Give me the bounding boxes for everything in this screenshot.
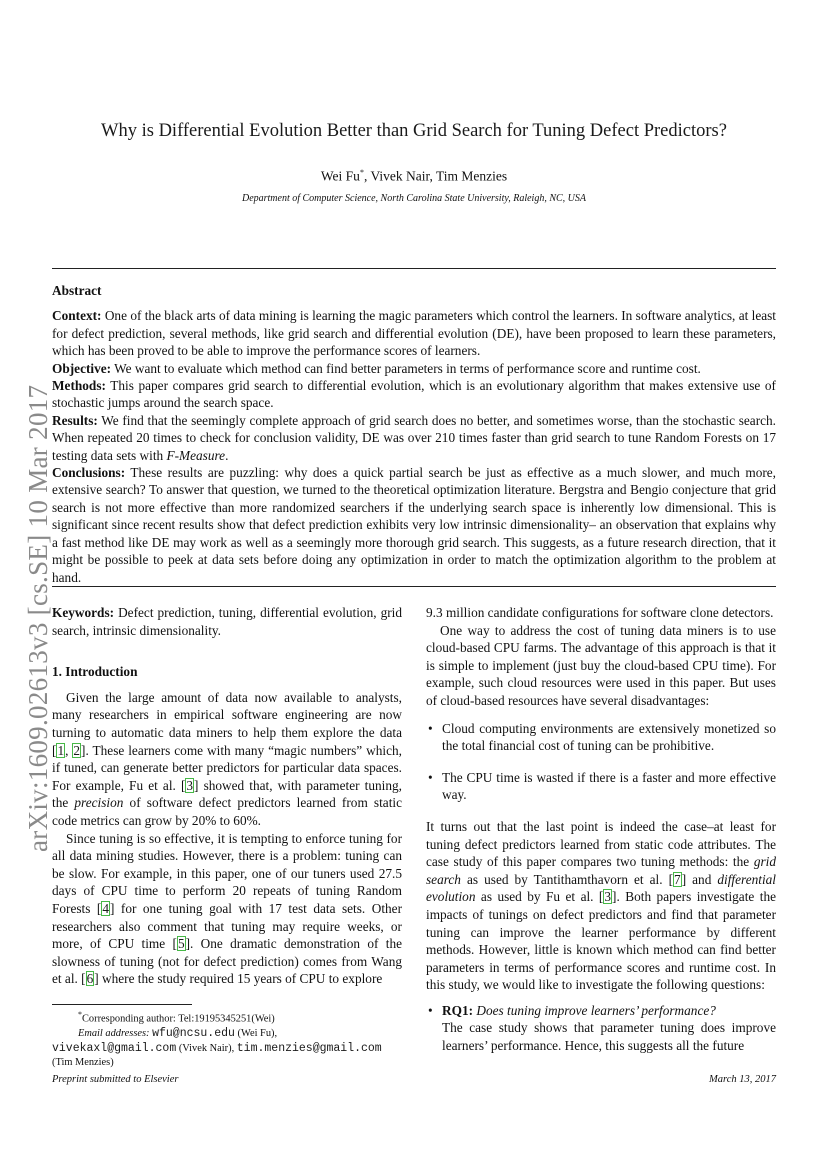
rq1-label: RQ1:	[442, 1002, 474, 1018]
abstract-heading: Abstract	[52, 283, 102, 298]
footer-date: March 13, 2017	[709, 1074, 776, 1085]
methods-comparison-paragraph	[426, 818, 776, 994]
keywords	[52, 604, 402, 639]
precision-term: precision	[74, 795, 124, 811]
results-end: .	[225, 447, 229, 463]
keywords-text: Defect prediction, tuning, differential evolution, grid search, intrinsic dimensionality.	[52, 605, 402, 638]
disadvantages-list	[426, 720, 776, 804]
footer-venue: Preprint submitted to Elsevier	[52, 1074, 179, 1085]
comparison-text-4: as used by Fu et al. [	[475, 889, 604, 905]
abstract-bottom-rule	[52, 586, 776, 587]
footnote-rule	[52, 1004, 192, 1005]
keywords-label: Keywords:	[52, 605, 115, 620]
citation-link-6[interactable]: 6	[86, 971, 94, 987]
author-wei-fu: Wei Fu	[320, 168, 360, 184]
author-list-rest: , Vivek Nair, Tim Menzies	[363, 168, 508, 184]
methods-text: This paper compares grid search to differential evolution, which is an evolutionary algorithm that makes extensive use of stochastic jumps around the search space.	[52, 378, 776, 411]
arxiv-identifier-stamp: arXiv:1609.02613v3 [cs.SE] 10 Mar 2017	[23, 384, 53, 852]
intro-paragraph-2	[52, 830, 402, 988]
email1-name: (Wei Fu),	[234, 1028, 278, 1040]
citation-link-4[interactable]: 4	[102, 900, 109, 916]
comparison-text: It turns out that the last point is indeed the case–at least for tuning defect predictors learned from static code attributes. The case study of this paper compares two tuning methods: the	[426, 818, 776, 870]
results-label: Results:	[52, 412, 98, 428]
intro-paragraph-1	[52, 689, 402, 830]
abstract	[52, 282, 776, 586]
bullet-icon: •	[428, 1002, 433, 1018]
intro-p2-text-3: ]. One dramatic demonstration of the slowness of tuning (not for defect prediction) comes from Wang et al. [	[52, 936, 403, 987]
corresponding-author-mark: *	[359, 168, 364, 177]
results-metric: F-Measure	[166, 447, 226, 463]
rq1-question: Does tuning improve learners’ performance?	[473, 1002, 716, 1018]
list-item	[426, 720, 776, 755]
email3-name: (Tim Menzies)	[52, 1057, 114, 1069]
methods-label: Methods:	[52, 378, 106, 394]
comparison-text-5: ]. Both papers investigate the impacts of tunings on defect predictors and find that parameter tuning can improve the learner performance by different methods. However, little is known which method can find better parameters in terms of performance scores and runtime cost. In this study, we would like to investigate the following questions:	[426, 889, 776, 993]
objective-label: Objective:	[52, 360, 112, 376]
grid-search-term: grid search	[426, 854, 776, 887]
continuation-paragraph: 9.3 million candidate configurations for software clone detectors.	[426, 605, 774, 620]
context-label: Context:	[52, 308, 102, 324]
citation-link-7[interactable]: 7	[674, 871, 681, 887]
citation-link-3[interactable]: 3	[186, 777, 194, 793]
rq1-answer-text: The case study shows that parameter tuning does improve learners’ performance. Hence, this suggests all the future	[442, 1020, 776, 1054]
intro-p2-text-4: ] where the study required 15 years of CPU to explore	[94, 971, 383, 987]
email-footnote	[52, 1027, 402, 1071]
abstract-conclusions	[52, 464, 776, 586]
intro-p1-text-4: of software defect predictors learned from static code metrics can grow by 20% to 60%.	[52, 795, 402, 828]
left-column	[52, 604, 402, 988]
comparison-text-3: ] and	[681, 871, 718, 887]
footnotes	[52, 1008, 402, 1071]
objective-text: We want to evaluate which method can find better parameters in terms of performance score and runtime cost.	[111, 360, 701, 376]
email-link-wfu[interactable]: wfu@ncsu.edu	[152, 1027, 235, 1041]
list-item-text: The CPU time is wasted if there is a faster and more effective way.	[442, 769, 776, 803]
citation-link-5[interactable]: 5	[177, 936, 185, 952]
corresponding-text: Corresponding author: Tel:19195345251(Wei)	[82, 1013, 275, 1025]
section-heading-introduction: 1. Introduction	[52, 664, 138, 680]
intro-p1-sep: ,	[65, 742, 73, 758]
cloud-paragraph: One way to address the cost of tuning data miners is to use cloud-based CPU farms. The advantage of this approach is that it is simple to implement (just buy the cloud-based CPU time). For example, such cloud resources were used in this paper. But uses of cloud-based resources have several disadvantages:	[426, 622, 776, 708]
differential-evolution-term: differential evolution	[426, 871, 776, 905]
intro-p1-text: Given the large amount of data now available to analysts, many researchers in empirical software engineering are now turning to automatic data miners to help them explore the data [	[52, 689, 402, 758]
citation-link-3b[interactable]: 3	[604, 889, 612, 905]
intro-p2-text: Since tuning is so effective, it is tempting to enforce tuning for all data mining studies. However, there is a problem: tuning can be slow. For example, in this paper, one of our tuners used 27.5 days of CPU time to perform 20 repeats of tuning Random Forests [	[52, 830, 402, 916]
affiliation: Department of Computer Science, North Carolina State University, Raleigh, NC, USA	[241, 193, 587, 204]
list-item-text: Cloud computing environments are extensively monetized so the total financial cost of tuning can be prohibitive.	[442, 720, 776, 754]
right-column	[426, 604, 776, 1055]
abstract-results	[52, 412, 776, 464]
footnote-mark: *	[78, 1010, 82, 1019]
conclusions-label: Conclusions:	[52, 465, 126, 481]
email-link-vivekaxl[interactable]: vivekaxl@gmail.com	[52, 1041, 177, 1055]
conclusions-text: These results are puzzling: why does a quick partial search be just as effective as a much slower, and much more, extensive search? To answer that question, we turned to the theoretical optimization literature. Bergstra and Bengio conjecture that grid search is not more effective than more randomized searchers if the underlying search space is inherently low dimensional. This is significant since recent results show that defect prediction exhibits very low intrinsic dimensionality– an observation that explains why a fast method like DE may work as well as a seemingly more thorough grid search. This suggests, as a future research direction, that it might be possible to peek at data sets before doing any optimization in order to match the optimization algorithm to the problem at hand.	[52, 465, 776, 585]
intro-p1-text-2: ]. These learners come with many “magic numbers” which, if tuned, can generate better predictors for particular data spaces. For example, Fu et al. [	[52, 742, 402, 793]
intro-p2-text-2: ] for one tuning goal with 17 test data sets. Other researchers also comment that tuning may require weeks, or more, of CPU time [	[52, 900, 403, 952]
bullet-icon: •	[428, 769, 433, 785]
email-label: Email addresses:	[78, 1028, 150, 1040]
abstract-top-rule	[52, 268, 776, 269]
abstract-methods	[52, 377, 776, 412]
intro-p1-text-3: ] showed that, with parameter tuning, the	[52, 777, 402, 811]
abstract-context	[52, 307, 776, 359]
list-item	[426, 769, 776, 804]
context-text: One of the black arts of data mining is learning the magic parameters which control the learners. In software analytics, at least for defect prediction, several methods, like grid search and differential evolution (DE), have been proposed to learn these parameters, which has been proved to be able to improve the performance scores of learners.	[52, 308, 776, 359]
corresponding-author-footnote	[52, 1008, 402, 1027]
citation-link-1[interactable]: 1	[57, 742, 65, 758]
citation-link-2[interactable]: 2	[73, 742, 81, 758]
research-questions-list	[426, 1002, 776, 1055]
abstract-objective	[52, 360, 776, 377]
paper-title: Why is Differential Evolution Better than Grid Search for Tuning Defect Predictors?	[101, 121, 727, 141]
author-list	[52, 168, 776, 185]
comparison-text-2: as used by Tantithamthavorn et al. [	[460, 871, 674, 887]
bullet-icon: •	[428, 720, 433, 736]
email-link-tim[interactable]: tim.menzies@gmail.com	[236, 1041, 382, 1055]
results-text: We find that the seemingly complete approach of grid search does no better, and sometimes worse, than the stochastic search. When repeated 20 times to check for conclusion validity, DE was over 210 times faster than grid search to tune Random Forests on 17 testing data sets with	[52, 412, 776, 463]
email2-name: (Vivek Nair),	[176, 1042, 237, 1054]
rq1-item	[426, 1002, 776, 1055]
